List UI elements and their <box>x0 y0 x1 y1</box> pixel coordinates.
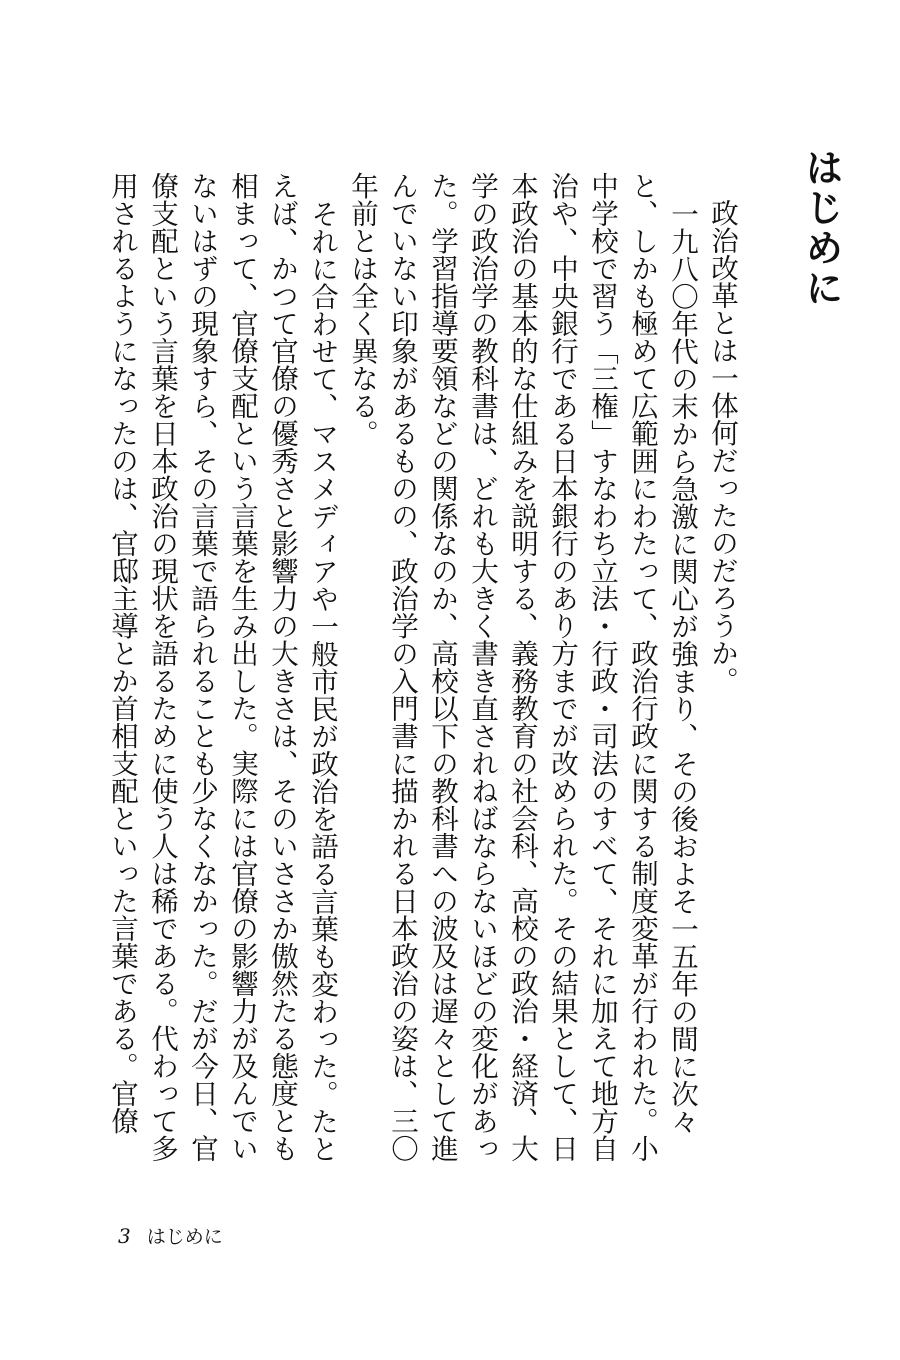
paragraph: 一九八〇年代の末から急激に関心が強まり、その後およそ一五年の間に次々と、しかも極めて広範囲にわたって、政治行政に関する制度変革が行われた。小中学校で習う「三権」すなわち立法・行政・司法のすべて、それに加えて地方自治や、中央銀行である日本銀行のあり方までが改められた。その結果として、日本政治の基本的な仕組みを説明する、義務教育の社会科、高校の政治・経済、大学の政治学の教科書は、どれも大きく書き直されねばならないほどの変化があった。学習指導要領などの関係なのか、高校以下の教科書への波及は遅々として進んでいない印象があるものの、政治学の入門書に描かれる日本政治の姿は、三〇年前とは全く異なる。 <box>346 172 698 1162</box>
page-number: 3 <box>118 1224 131 1248</box>
body-text <box>102 172 742 1182</box>
opening-question: 政治改革とは一体何だったのだろうか。 <box>706 199 738 694</box>
page-title: はじめに <box>799 148 844 308</box>
running-title: はじめに <box>146 1226 223 1248</box>
page-footer <box>118 1222 223 1249</box>
paragraph: それに合わせて、マスメディアや一般市民が政治を語る言葉も変わった。たとえば、かつて官僚の優秀さと影響力の大きさは、そのいささか傲然たる態度とも相まって、官僚支配という言葉を生み出した。実際には官僚の影響力が及んでいないはずの現象すら、その言葉で語られることも少なくなかった。だが今日、官僚支配という言葉を日本政治の現状を語るために使う人は稀である。代わって多用されるようになったのは、官邸主導とか首相支配といった言葉である。官僚 <box>106 172 338 1162</box>
